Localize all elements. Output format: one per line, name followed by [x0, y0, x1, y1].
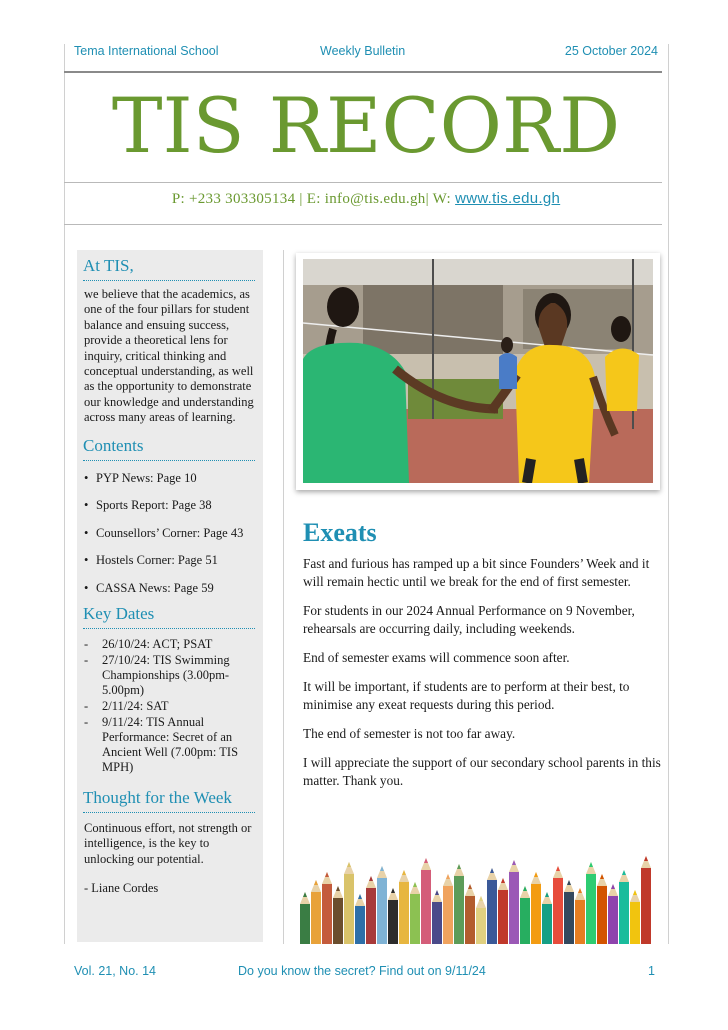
contact-line: [64, 190, 668, 208]
pencil-body: [465, 896, 475, 944]
key-date-item: - 26/10/24: ACT; PSAT: [84, 637, 263, 652]
pencil-body: [487, 880, 497, 944]
pencil-lead: [622, 870, 626, 875]
pencil-lead: [611, 884, 615, 889]
contents-heading: Contents: [83, 435, 144, 455]
pencil-lead: [402, 870, 406, 875]
pencil-body: [509, 872, 519, 944]
pencil-body: [399, 882, 409, 944]
pencil-body: [531, 884, 541, 944]
pencil-body: [542, 904, 552, 944]
pencil-lead: [556, 866, 560, 871]
pencil-lead: [545, 892, 549, 897]
at-tis-heading: At TIS,: [83, 256, 134, 275]
pencil-body: [443, 886, 453, 944]
pencil-lead: [479, 896, 483, 901]
column-divider: [283, 250, 284, 944]
pencil-body: [608, 896, 618, 944]
contact-bottom-rule: [64, 224, 662, 225]
featured-photo: [303, 259, 653, 483]
dotted-divider: [83, 280, 255, 281]
pencil-lead: [457, 864, 461, 869]
contents-item[interactable]: • CASSA News: Page 59: [84, 581, 263, 596]
key-dates-list: [77, 637, 263, 775]
pencil-body: [619, 882, 629, 944]
pencil-body: [344, 874, 354, 944]
pencil-lead: [534, 872, 538, 877]
pencil-lead: [578, 888, 582, 893]
featured-photo-frame: [296, 253, 660, 490]
pencil-lead: [567, 880, 571, 885]
contents-list: [77, 471, 263, 596]
pencil-lead: [589, 862, 593, 867]
pencil-body: [377, 878, 387, 944]
pencil-lead: [325, 872, 329, 877]
header-rule: [64, 71, 662, 73]
article-paragraph: It will be important, if students are to perform at their best, to minimise any exeat requests during this period.: [303, 679, 630, 712]
pencil-body: [322, 884, 332, 944]
pencil-lead: [446, 874, 450, 879]
pencil-lead: [413, 882, 417, 887]
pencil-body: [498, 890, 508, 944]
key-dates-heading: Key Dates: [83, 603, 155, 623]
page-number: 1: [648, 964, 655, 978]
dotted-divider: [83, 628, 255, 629]
publication-name: Weekly Bulletin: [320, 44, 406, 58]
pencil-lead: [633, 890, 637, 895]
key-date-item: - 27/10/24: TIS Swimming Championships (3.00pm-5.00pm): [84, 653, 263, 697]
footer-teaser: Do you know the secret? Find out on 9/11/24: [238, 964, 486, 978]
website-link[interactable]: www.tis.edu.gh: [455, 190, 561, 207]
top-strip: [64, 44, 662, 66]
contents-item[interactable]: • Counsellors’ Corner: Page 43: [84, 526, 263, 541]
contents-item[interactable]: • Sports Report: Page 38: [84, 498, 263, 513]
key-date-item: - 9/11/24: TIS Annual Performance: Secret of an Ancient Well (7.00pm: TIS MPH): [84, 715, 263, 774]
pencil-lead: [358, 894, 362, 899]
contents-item[interactable]: • Hostels Corner: Page 51: [84, 553, 263, 568]
pencil-body: [366, 888, 376, 944]
pencil-lead: [435, 890, 439, 895]
pencil-lead: [424, 858, 428, 863]
pencil-lead: [490, 868, 494, 873]
dotted-divider: [83, 812, 255, 813]
pencil-lead: [391, 888, 395, 893]
pencil-body: [454, 876, 464, 944]
pencil-body: [586, 874, 596, 944]
masthead-title: TIS RECORD: [111, 81, 621, 170]
pencil-body: [564, 892, 574, 944]
sidebar: [77, 250, 263, 942]
contact-text: P: +233 303305134 | E: info@tis.edu.gh| W:: [171, 191, 456, 207]
article-paragraph: Fast and furious has ramped up a bit since Founders’ Week and it will remain hectic until we break for the end of first semester.: [303, 556, 650, 589]
pencil-lead: [600, 874, 604, 879]
pencil-body: [597, 886, 607, 944]
right-page-rule: [668, 44, 669, 944]
issue-date: 25 October 2024: [564, 44, 658, 58]
pencil-body: [333, 898, 343, 944]
contents-item[interactable]: • PYP News: Page 10: [84, 471, 263, 486]
pencil-body: [432, 902, 442, 944]
article-body: [303, 555, 665, 801]
pencil-body: [388, 900, 398, 944]
volleyball-photo: [303, 259, 653, 483]
pencil-lead: [303, 892, 307, 897]
school-name: Tema International School: [74, 44, 219, 58]
pencil-body: [553, 878, 563, 944]
pencil-lead: [512, 860, 516, 865]
pencil-lead: [523, 886, 527, 891]
thought-author: - Liane Cordes: [84, 881, 159, 896]
pencil-body: [311, 892, 321, 944]
thought-quote: Continuous effort, not strength or intelligence, is the key to unlocking our potential.: [84, 820, 252, 866]
article-paragraph: For students in our 2024 Annual Performance on 9 November, rehearsals are occurring daily, including weekends.: [303, 603, 635, 636]
pencil-lead: [369, 876, 373, 881]
pencil-body: [520, 898, 530, 944]
article-paragraph: I will appreciate the support of our secondary school parents in this matter. Thank you.: [303, 755, 661, 788]
pencil-lead: [644, 856, 648, 861]
pencil-body: [300, 904, 310, 944]
volume-number: Vol. 21, No. 14: [74, 964, 157, 978]
article-title: Exeats: [303, 518, 377, 547]
left-page-rule: [64, 44, 65, 944]
pencil-lead: [380, 866, 384, 871]
key-date-item: - 2/11/24: SAT: [84, 699, 263, 714]
pencil-lead: [468, 884, 472, 889]
thought-heading: Thought for the Week: [83, 787, 232, 807]
article-paragraph: End of semester exams will commence soon after.: [303, 650, 570, 665]
pencil-lead: [501, 878, 505, 883]
pencil-lead: [336, 886, 340, 891]
article-paragraph: The end of semester is not too far away.: [303, 726, 516, 741]
contact-top-rule: [64, 182, 662, 183]
pencil-lead: [314, 880, 318, 885]
pencil-body: [641, 868, 651, 944]
pencil-lead: [347, 862, 351, 867]
dotted-divider: [83, 460, 255, 461]
colored-pencils-illustration: [300, 854, 656, 944]
at-tis-text: we believe that the academics, as one of the four pillars for student balance and ensuing success, provide a theoretical lens for inquiry, critical thinking and conceptual understanding, as well as the opportunity to demonstrate our knowledge and understanding across many areas of learning.: [84, 287, 254, 425]
pencil-body: [630, 902, 640, 944]
pencil-body: [421, 870, 431, 944]
pencil-body: [575, 900, 585, 944]
pencil-body: [355, 906, 365, 944]
pencil-body: [410, 894, 420, 944]
pencil-body: [476, 908, 486, 944]
